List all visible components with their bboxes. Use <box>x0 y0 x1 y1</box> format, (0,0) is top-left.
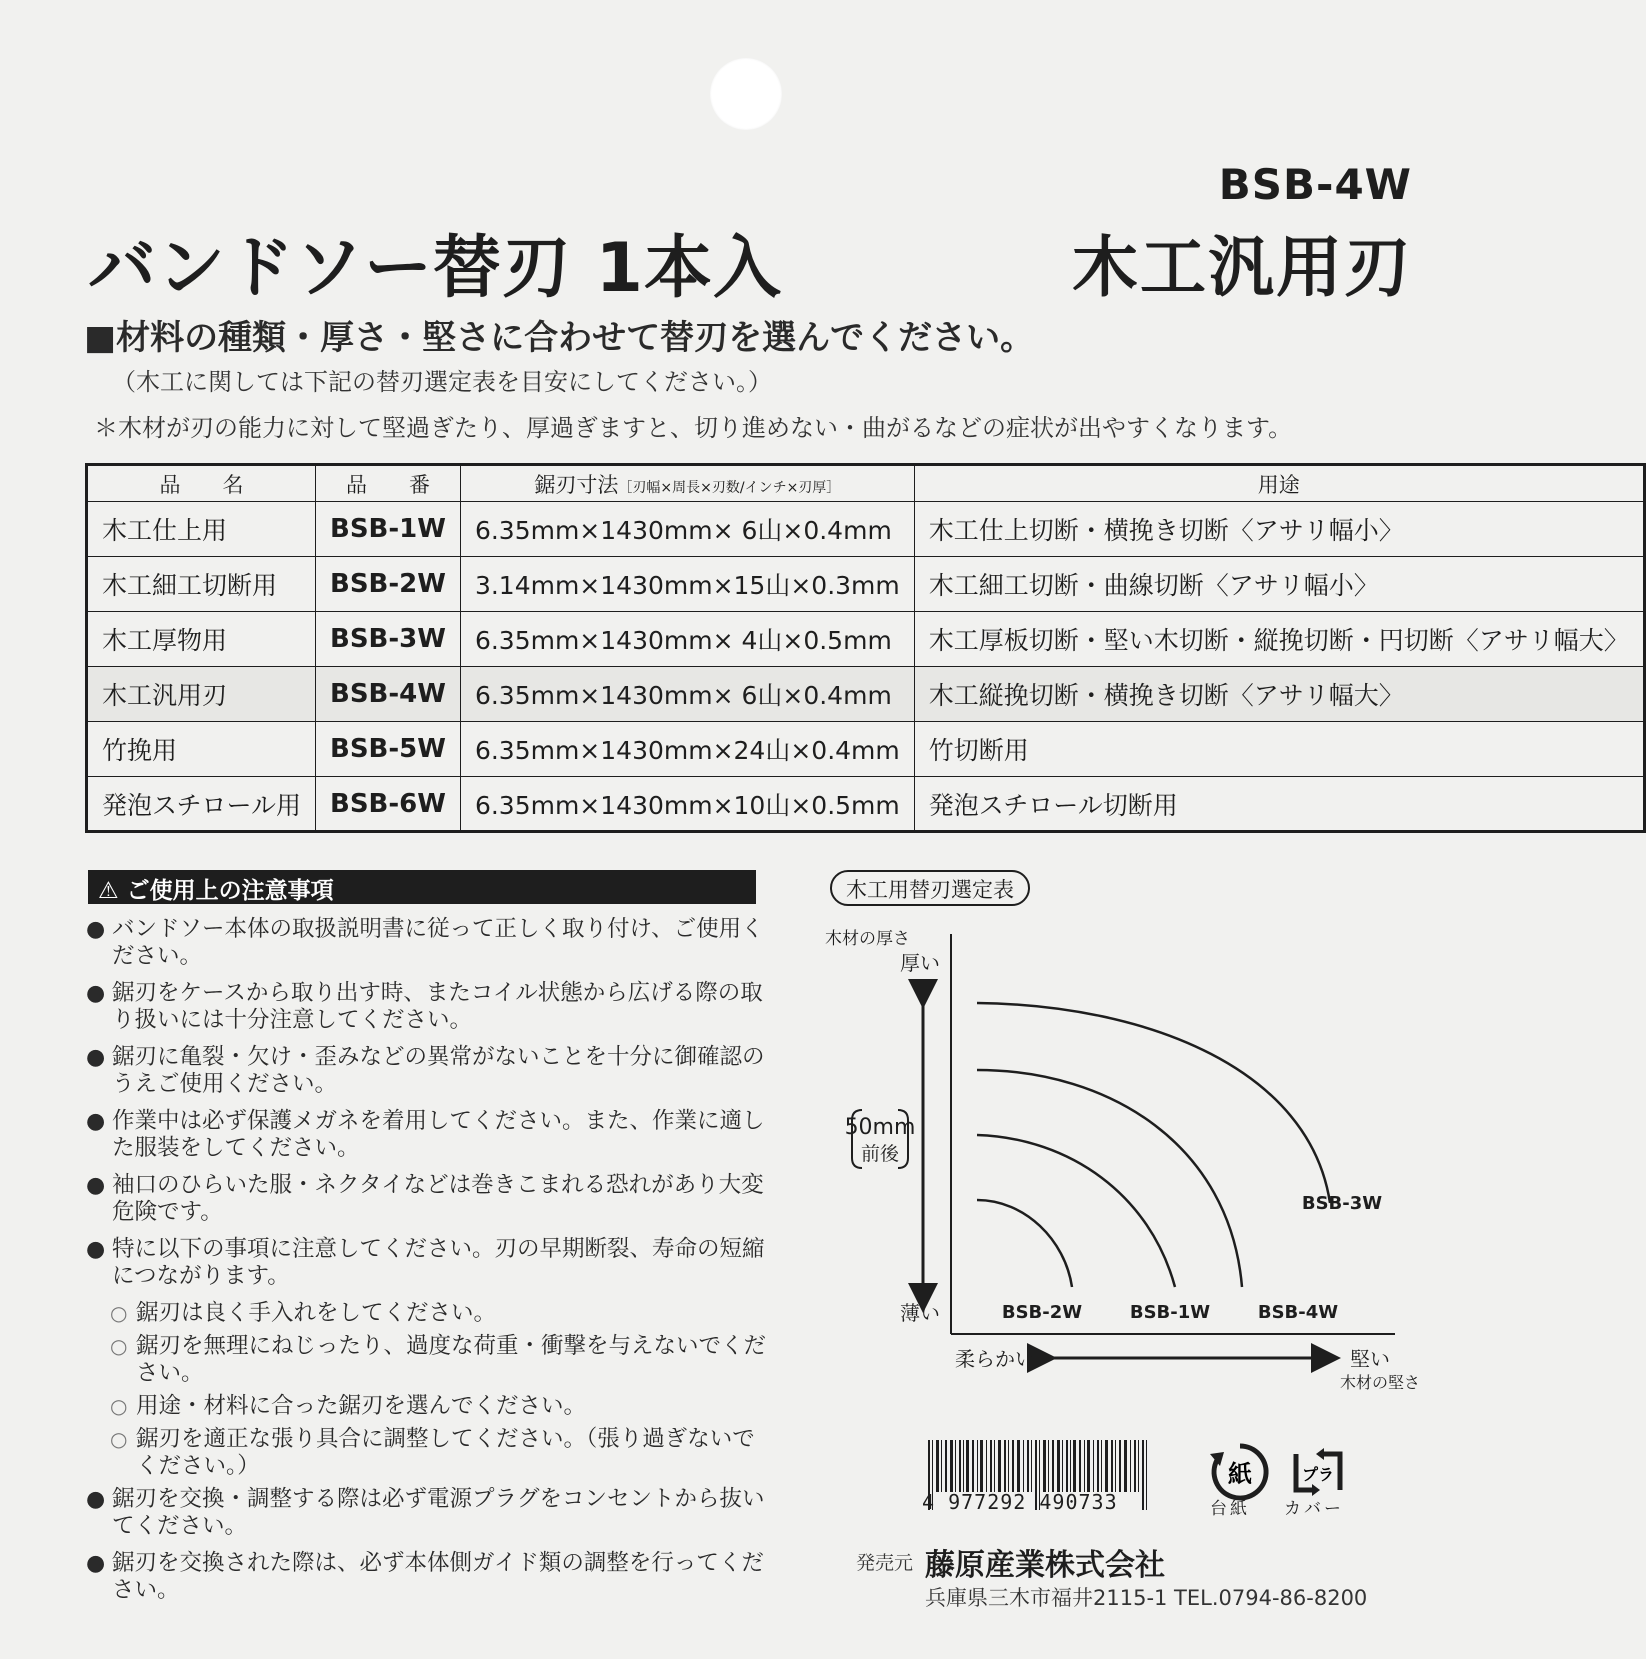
caution-subitem <box>86 1300 766 1327</box>
selection-headline: ■材料の種類・厚さ・堅さに合わせて替刃を選んでください。 <box>84 318 1035 358</box>
caution-subitem-text: 鋸刃を無理にねじったり、過度な荷重・衝撃を与えないでください。 <box>136 1333 767 1386</box>
circle-bullet-icon: ○ <box>110 1427 128 1451</box>
row-code: BSB-4W <box>316 667 461 722</box>
caution-subitem <box>86 1393 766 1420</box>
bullet-icon: ● <box>86 1551 106 1576</box>
row-use: 木工仕上切断・横挽き切断〈アサリ幅小〉 <box>914 502 1644 557</box>
table-row <box>87 612 1645 667</box>
product-title: バンドソー替刃 1本入 <box>88 229 782 308</box>
barcode-number: 4 977292 490733 <box>922 1490 1118 1514</box>
caution-item <box>86 916 766 970</box>
circle-bullet-icon: ○ <box>110 1301 128 1325</box>
bullet-icon: ● <box>86 1487 106 1512</box>
row-use: 木工細工切断・曲線切断〈アサリ幅小〉 <box>914 557 1644 612</box>
bullet-icon: ● <box>86 1173 106 1198</box>
caution-subitem-text: 鋸刃は良く手入れをしてください。 <box>136 1300 497 1326</box>
row-name: 木工汎用刃 <box>87 667 316 722</box>
row-use: 木工厚板切断・堅い木切断・縦挽切断・円切断〈アサリ幅大〉 <box>914 612 1644 667</box>
circle-bullet-icon: ○ <box>110 1334 128 1358</box>
curve-bsb-2w <box>977 1200 1072 1287</box>
caution-list <box>86 916 766 1614</box>
row-code: BSB-1W <box>316 502 461 557</box>
header-name: 品 名 <box>87 465 316 502</box>
curve-label-bsb-4w: BSB-4W <box>1257 1302 1339 1323</box>
row-use: 木工縦挽切断・横挽き切断〈アサリ幅大〉 <box>914 667 1644 722</box>
y-top-label: 厚い <box>900 951 940 975</box>
caution-item <box>86 1550 766 1604</box>
x-left-label: 柔らかい <box>955 1347 1035 1371</box>
table-row <box>87 722 1645 777</box>
row-use: 竹切断用 <box>914 722 1644 777</box>
row-name: 木工細工切断用 <box>87 557 316 612</box>
header-use: 用途 <box>914 465 1644 502</box>
caution-item-text: 袖口のひらいた服・ネクタイなどは巻きこまれる恐れがあり大変危険です。 <box>112 1172 764 1225</box>
row-size: 6.35mm×1430mm× 4山×0.5mm <box>460 612 914 667</box>
bullet-icon: ● <box>86 1045 106 1070</box>
x-right-label: 堅い <box>1350 1347 1390 1371</box>
caution-subitem-text: 鋸刃を適正な張り具合に調整してください。（張り過ぎないでください。） <box>136 1426 755 1479</box>
blade-spec-table <box>85 463 1646 833</box>
product-subtitle: 木工汎用刃 <box>1072 229 1412 306</box>
x-axis-label: 木材の堅さ <box>1340 1373 1421 1392</box>
warning-triangle-icon: ⚠ <box>98 878 119 904</box>
plastic-recycle-label: カバー <box>1284 1499 1344 1519</box>
caution-item-text: 鋸刃を交換・調整する際は必ず電源プラグをコンセントから抜いてください。 <box>112 1486 765 1539</box>
caution-subitem <box>86 1426 766 1480</box>
bracket-approx: 前後 <box>860 1143 900 1165</box>
selection-chart-title: 木工用替刃選定表 <box>830 870 1030 906</box>
row-code: BSB-2W <box>316 557 461 612</box>
header-size-label: 鋸刃寸法 <box>534 472 619 497</box>
row-code: BSB-3W <box>316 612 461 667</box>
caution-header <box>88 870 756 904</box>
caution-subitem <box>86 1333 766 1387</box>
row-size: 6.35mm×1430mm× 6山×0.4mm <box>460 667 914 722</box>
caution-item <box>86 1108 766 1162</box>
paper-recycle-label: 台紙 <box>1210 1499 1250 1519</box>
curve-bsb-3w <box>977 1003 1330 1203</box>
bullet-icon: ● <box>86 917 106 942</box>
row-name: 木工厚物用 <box>87 612 316 667</box>
y-bottom-label: 薄い <box>900 1301 940 1325</box>
plastic-recycle-glyph: プラ <box>1301 1465 1335 1484</box>
caution-item-text: 鋸刃に亀裂・欠け・歪みなどの異常がないことを十分に御確認のうえご使用ください。 <box>112 1044 765 1097</box>
caution-item-text: バンドソー本体の取扱説明書に従って正しく取り付け、ご使用ください。 <box>112 916 764 969</box>
table-row <box>87 502 1645 557</box>
row-name: 竹挽用 <box>87 722 316 777</box>
row-size: 3.14mm×1430mm×15山×0.3mm <box>460 557 914 612</box>
row-code: BSB-5W <box>316 722 461 777</box>
warning-note: ＊木材が刃の能力に対して堅過ぎたり、厚過ぎますと、切り進めない・曲がるなどの症状が出やすくなります。 <box>94 414 1293 442</box>
caution-item <box>86 1486 766 1540</box>
caution-item <box>86 1172 766 1226</box>
caution-title: ご使用上の注意事項 <box>126 878 334 904</box>
curve-label-bsb-1w: BSB-1W <box>1129 1302 1211 1323</box>
hang-hole <box>710 58 782 130</box>
caution-item-text: 鋸刃をケースから取り出す時、またコイル状態から広げる際の取り扱いには十分注意してください。 <box>112 980 763 1033</box>
caution-item <box>86 1236 766 1290</box>
header-size <box>460 465 914 502</box>
row-name: 発泡スチロール用 <box>87 777 316 832</box>
selection-note: （木工に関しては下記の替刃選定表を目安にしてください。） <box>112 368 772 396</box>
caution-item-text: 鋸刃を交換された際は、必ず本体側ガイド類の調整を行ってください。 <box>112 1550 764 1603</box>
row-name: 木工仕上用 <box>87 502 316 557</box>
paper-recycle-glyph: 紙 <box>1228 1460 1252 1488</box>
y-axis-label: 木材の厚さ <box>825 929 910 949</box>
seller-label: 発売元 <box>856 1552 914 1574</box>
table-row <box>87 557 1645 612</box>
row-size: 6.35mm×1430mm× 6山×0.4mm <box>460 502 914 557</box>
row-size: 6.35mm×1430mm×10山×0.5mm <box>460 777 914 832</box>
caution-item <box>86 980 766 1034</box>
header-code: 品 番 <box>316 465 461 502</box>
row-code: BSB-6W <box>316 777 461 832</box>
bullet-icon: ● <box>86 1109 106 1134</box>
table-row <box>87 777 1645 832</box>
blade-selection-chart <box>820 920 1420 1400</box>
seller-name: 藤原産業株式会社 <box>925 1548 1165 1583</box>
table-row-highlighted <box>87 667 1645 722</box>
curve-bsb-1w <box>977 1135 1175 1287</box>
seller-address: 兵庫県三木市福井2115-1 TEL.0794-86-8200 <box>925 1586 1368 1610</box>
curve-bsb-4w <box>977 1070 1242 1287</box>
bracket-value: 50mm <box>844 1115 916 1140</box>
table-header-row <box>87 465 1645 502</box>
caution-item-text: 特に以下の事項に注意してください。刃の早期断裂、寿命の短縮につながります。 <box>112 1236 765 1289</box>
bullet-icon: ● <box>86 981 106 1006</box>
bullet-icon: ● <box>86 1237 106 1262</box>
curve-label-bsb-3w: BSB-3W <box>1301 1193 1383 1214</box>
row-size: 6.35mm×1430mm×24山×0.4mm <box>460 722 914 777</box>
model-code: BSB-4W <box>1218 160 1412 209</box>
row-use: 発泡スチロール切断用 <box>914 777 1644 832</box>
caution-item-text: 作業中は必ず保護メガネを着用してください。また、作業に適した服装をしてください。 <box>112 1108 765 1161</box>
header-size-note: ［刃幅×周長×刃数/インチ×刃厚］ <box>618 479 841 496</box>
caution-subitem-text: 用途・材料に合った鋸刃を選んでください。 <box>136 1393 587 1419</box>
caution-item <box>86 1044 766 1098</box>
curve-label-bsb-2w: BSB-2W <box>1001 1302 1083 1323</box>
circle-bullet-icon: ○ <box>110 1394 128 1418</box>
